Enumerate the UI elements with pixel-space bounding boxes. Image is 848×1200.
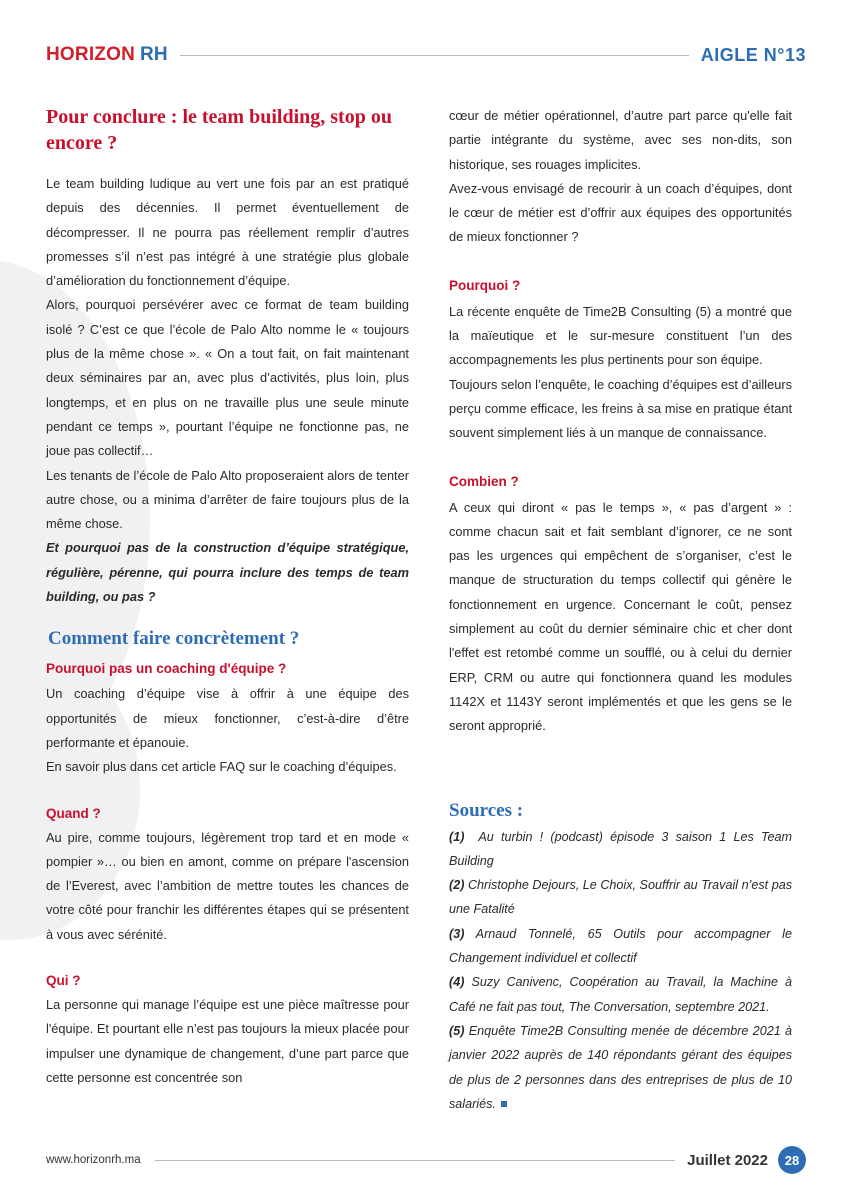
sources-list xyxy=(449,825,792,1117)
paragraph-emphasis: Et pourquoi pas de la construction d’équipe stratégique, régulière, pérenne, qui pourra inclure des temps de team building, ou pas ? xyxy=(46,540,409,605)
left-column xyxy=(46,104,409,1090)
source-number: (5) xyxy=(449,1023,465,1038)
page-footer xyxy=(46,1146,806,1174)
source-number: (1) xyxy=(449,829,465,844)
sources-title: Sources : xyxy=(449,799,524,821)
source-number: (3) xyxy=(449,926,465,941)
source-number: (2) xyxy=(449,878,465,893)
source-item xyxy=(449,970,792,1019)
source-text: Arnaud Tonnelé, 65 Outils pour accompagner le Changement individuel et collectif xyxy=(449,926,792,966)
page-number: 28 xyxy=(778,1146,806,1174)
section-title-conclusion: Pour conclure : le team building, stop ou encore ? xyxy=(46,106,392,154)
issue-date: Juillet 2022 xyxy=(687,1151,768,1169)
source-text: Suzy Canivenc, Coopération au Travail, la Machine à Café ne fait pas tout, The Conversation, septembre 2021. xyxy=(449,975,793,1014)
section-title-how: Comment faire concrètement ? xyxy=(48,628,300,650)
paragraph: La personne qui manage l’équipe est une pièce maîtresse pour l'équipe. Et pourtant elle n’est pas toujours la mieux placée pour impulser une dynamique de changement, d’une part parce que cette personne est concentrée son xyxy=(46,997,409,1085)
paragraph: Au pire, comme toujours, légèrement trop tard et en mode « pompier »… ou bien en amont, comme on prépare l'ascension de l’Everest, avec l’ambition de mettre toutes les chances de votre côté pour franchir les différentes étapes qui se présentent à vous avec sérénité. xyxy=(46,829,409,942)
right-column xyxy=(449,104,792,1116)
paragraph: Toujours selon l’enquête, le coaching d’équipes est d’ailleurs perçu comme efficace, les freins à sa mise en pratique étant souvent simplement liés à un manque de connaissance. xyxy=(449,376,792,441)
paragraph: Avez-vous envisagé de recourir à un coach d’équipes, dont le cœur de métier est d’offrir aux équipes des opportunités de mieux fonctionner ? xyxy=(449,180,792,245)
end-mark-icon xyxy=(501,1101,507,1107)
header-divider xyxy=(180,55,689,56)
logo-horizon: HORIZON xyxy=(46,44,136,65)
source-item xyxy=(449,922,792,971)
subheading-who: Qui ? xyxy=(46,973,81,989)
source-text: Christophe Dejours, Le Choix, Souffrir au Travail n’est pas une Fatalité xyxy=(449,878,792,917)
subheading-how-much: Combien ? xyxy=(449,473,519,489)
source-text: Enquête Time2B Consulting menée de décembre 2021 à janvier 2022 auprès de 140 répondants gérant des équipes de plus de 2 personnes dans des entreprises de plus de 10 salariés. xyxy=(449,1023,793,1111)
paragraph: Alors, pourquoi persévérer avec ce format de team building isolé ? C’est ce que l’école de Palo Alto nomme le « toujours plus de la même chose ». « On a tout fait, on fait maintenant deux séminaires par an, avec plus d’activités, plus loin, plus longtemps, et en plus on ne travaille plus une seule minute pendant ce temps », pourtant l’équipe ne fonctionne pas, ne joue pas collectif… xyxy=(46,297,409,459)
website-link[interactable]: www.horizonrh.ma xyxy=(46,1154,141,1166)
issue-number: AIGLE N°13 xyxy=(700,44,806,65)
logo-rh: RH xyxy=(140,44,168,65)
paragraph: A ceux qui diront « pas le temps », « pas d’argent » : comme chacun sait et fait semblant d’ignorer, ce ne sont pas les urgences qui empêchent de s’organiser, c’est le manque de structuration du temps collectif qui génère le fonctionnement en urgence. Concernant le coût, pensez simplement au coût du dernier séminaire chic et cher dont l'effet est retombé comme un soufflé, ou à celui du dernier ERP, CRM ou autre qui fonctionnera quand les modules 1142X et 1143Y seront implémentés et que les gens se le seront approprié. xyxy=(449,499,792,734)
subheading-coaching: Pourquoi pas un coaching d'équipe ? xyxy=(46,661,287,677)
paragraph: En savoir plus dans cet article FAQ sur le coaching d’équipes. xyxy=(46,759,397,775)
source-item xyxy=(449,1019,792,1116)
magazine-logo xyxy=(46,44,168,66)
paragraph: Les tenants de l’école de Palo Alto proposeraient alors de tenter autre chose, ou a minima d’arrêter de faire toujours plus de la même chose. xyxy=(46,467,409,532)
paragraph: Le team building ludique au vert une fois par an est pratiqué depuis des décennies. Il permet éventuellement de décompresser. Il ne pourra pas réellement remplir d’autres promesses s’il n’est pas intégré à une stratégie plus globale d’amélioration du fonctionnement d’équipe. xyxy=(46,176,409,289)
subheading-why: Pourquoi ? xyxy=(449,277,521,293)
paragraph: cœur de métier opérationnel, d’autre part parce qu'elle fait partie intégrante du système, avec ses non-dits, son historique, ses rouages implicites. xyxy=(449,108,792,172)
page-header xyxy=(46,40,806,70)
source-item xyxy=(449,825,792,874)
footer-divider xyxy=(155,1160,676,1161)
source-number: (4) xyxy=(449,975,465,990)
source-item xyxy=(449,873,792,922)
paragraph: La récente enquête de Time2B Consulting (5) a montré que la maïeutique et le sur-mesure constituent l’un des accompagnements les plus pertinents pour son équipe. xyxy=(449,303,792,368)
paragraph: Un coaching d’équipe vise à offrir à une équipe des opportunités de mieux fonctionner, c’est-à-dire d’être performante et épanouie. xyxy=(46,686,409,750)
source-text: Au turbin ! (podcast) épisode 3 saison 1 Les Team Building xyxy=(449,829,792,868)
subheading-when: Quand ? xyxy=(46,805,101,821)
